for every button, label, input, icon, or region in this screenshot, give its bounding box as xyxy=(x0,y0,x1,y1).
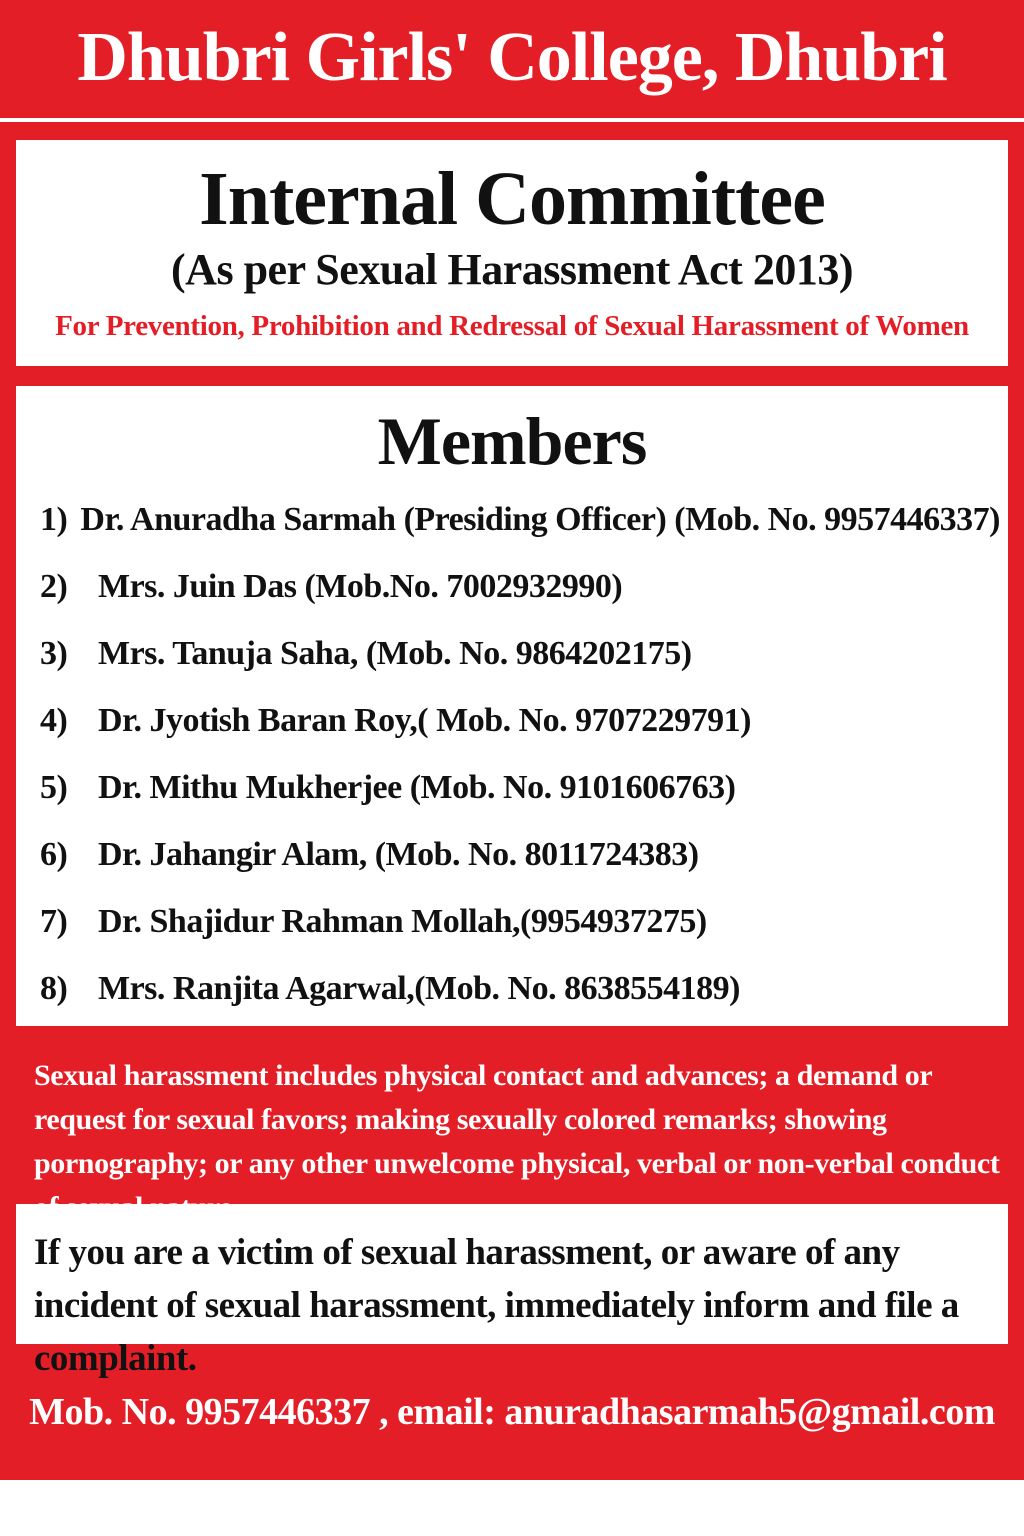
member-number: 4) xyxy=(40,701,68,739)
member-item xyxy=(40,955,1000,1022)
member-details: Dr. Jyotish Baran Roy,( Mob. No. 9707229791) xyxy=(98,701,751,739)
member-item xyxy=(40,486,1000,553)
member-item xyxy=(40,888,1000,955)
member-list xyxy=(40,486,1000,1022)
member-number: 3) xyxy=(40,634,68,672)
college-name-header: Dhubri Girls' College, Dhubri xyxy=(77,19,947,96)
header-divider xyxy=(0,118,1024,122)
member-number: 5) xyxy=(40,768,68,806)
complaint-advice: If you are a victim of sexual harassment, or aware of any incident of sexual harassment, immediately inform and file a complaint. xyxy=(34,1232,959,1379)
member-item xyxy=(40,754,1000,821)
member-number: 2) xyxy=(40,567,68,605)
contact-line: Mob. No. 9957446337 , email: anuradhasarmah5@gmail.com xyxy=(29,1391,995,1433)
committee-title-panel xyxy=(16,140,1008,366)
member-item xyxy=(40,687,1000,754)
committee-purpose: For Prevention, Prohibition and Redressal of Sexual Harassment of Women xyxy=(55,310,969,342)
member-number: 7) xyxy=(40,902,68,940)
advice-panel xyxy=(16,1204,1008,1379)
committee-subtitle: (As per Sexual Harassment Act 2013) xyxy=(171,245,853,294)
member-item xyxy=(40,821,1000,888)
member-item xyxy=(40,620,1000,687)
bottom-margin xyxy=(0,1480,1024,1536)
member-details: Dr. Mithu Mukherjee (Mob. No. 9101606763) xyxy=(98,768,736,806)
committee-title: Internal Committee xyxy=(199,157,825,241)
members-heading: Members xyxy=(377,403,647,479)
members-panel xyxy=(16,386,1008,1026)
member-details: Dr. Shajidur Rahman Mollah,(9954937275) xyxy=(98,902,707,940)
member-details: Dr. Anuradha Sarmah (Presiding Officer) (Mob. No. 9957446337) xyxy=(80,500,1000,538)
member-details: Mrs. Juin Das (Mob.No. 7002932990) xyxy=(98,567,623,605)
member-details: Mrs. Tanuja Saha, (Mob. No. 9864202175) xyxy=(98,634,692,672)
member-item xyxy=(40,553,1000,620)
member-number: 6) xyxy=(40,835,68,873)
harassment-definition: Sexual harassment includes physical contact and advances; a demand or request for sexual favors; making sexually colored remarks; showing pornography; or any other unwelcome physical, verbal or non-verbal conduct xyxy=(34,1059,1000,1180)
member-number: 8) xyxy=(40,969,68,1007)
member-number: 1) xyxy=(40,500,68,538)
member-details: Dr. Jahangir Alam, (Mob. No. 8011724383) xyxy=(98,835,699,873)
member-details: Mrs. Ranjita Agarwal,(Mob. No. 8638554189) xyxy=(98,969,740,1007)
